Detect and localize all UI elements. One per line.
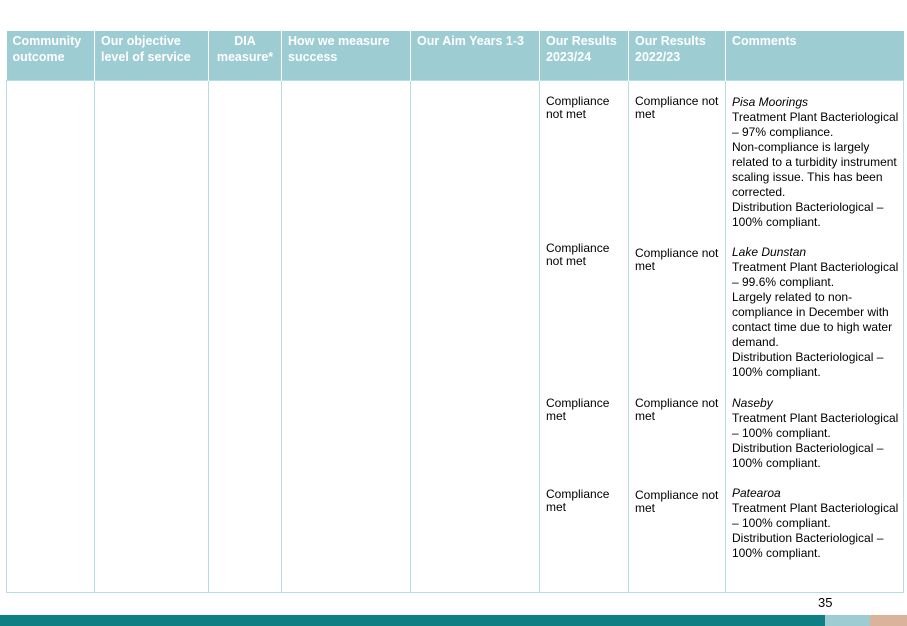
header-dia-measure: DIA measure*	[209, 31, 282, 81]
result-2223-patearoa: Compliance not met	[635, 488, 719, 515]
cell-results-2023-24	[540, 81, 629, 593]
footer-bar-tan-segment	[870, 615, 907, 626]
result-2324-patearoa: Compliance met	[546, 487, 610, 514]
comment-line: Distribution Bacteriological –	[732, 441, 884, 455]
comment-line: Largely related to non-	[732, 290, 853, 304]
comment-location: Pisa Moorings	[732, 95, 809, 109]
table-row	[7, 81, 904, 593]
header-objective: Our objective level of service	[95, 31, 209, 81]
comment-line: Treatment Plant Bacteriological	[732, 110, 899, 124]
comment-location: Patearoa	[732, 486, 781, 500]
cell-comments	[726, 81, 904, 593]
header-how-we-measure: How we measure success	[282, 31, 411, 81]
cell-results-2022-23	[629, 81, 726, 593]
comment-patearoa	[732, 486, 901, 561]
cell-our-aim	[411, 81, 540, 593]
footer-bar-light-segment	[825, 615, 870, 626]
page-number: 35	[818, 595, 833, 610]
comment-line: – 100% compliant.	[732, 426, 831, 440]
comment-line: demand.	[732, 335, 779, 349]
comment-line: corrected.	[732, 185, 786, 199]
header-community-outcome: Community outcome	[7, 31, 95, 81]
result-2324-lake-dunstan: Compliance not met	[546, 241, 610, 268]
cell-dia-measure	[209, 81, 282, 593]
comment-line: – 97% compliance.	[732, 125, 834, 139]
result-2324-naseby: Compliance met	[546, 396, 610, 423]
comment-line: Treatment Plant Bacteriological	[732, 501, 899, 515]
cell-objective	[95, 81, 209, 593]
comment-line: – 100% compliant.	[732, 516, 831, 530]
comment-pisa-moorings	[732, 95, 901, 230]
comment-line: Distribution Bacteriological –	[732, 200, 884, 214]
service-performance-table	[6, 31, 904, 593]
comment-line: Treatment Plant Bacteriological	[732, 411, 899, 425]
comment-line: 100% compliant.	[732, 215, 821, 229]
header-results-2023-24: Our Results 2023/24	[540, 31, 629, 81]
comment-line: Non-compliance is largely	[732, 140, 870, 154]
comment-line: scaling issue. This has been	[732, 170, 883, 184]
table-header-row	[7, 31, 904, 81]
comment-location: Naseby	[732, 396, 773, 410]
comment-line: contact time due to high water	[732, 320, 893, 334]
footer-bar-teal-segment	[0, 615, 825, 626]
comment-line: compliance in December with	[732, 305, 889, 319]
footer-bar	[0, 615, 907, 626]
header-our-aim: Our Aim Years 1-3	[411, 31, 540, 81]
comment-line: Treatment Plant Bacteriological	[732, 260, 899, 274]
result-2223-pisa-moorings: Compliance not met	[635, 94, 719, 121]
comment-lake-dunstan	[732, 245, 901, 380]
result-2324-pisa-moorings: Compliance not met	[546, 94, 610, 121]
comment-line: 100% compliant.	[732, 365, 821, 379]
result-2223-lake-dunstan: Compliance not met	[635, 246, 719, 273]
header-results-2022-23: Our Results 2022/23	[629, 31, 726, 81]
cell-how-we-measure	[282, 81, 411, 593]
comment-line: 100% compliant.	[732, 456, 821, 470]
comment-line: related to a turbidity instrument	[732, 155, 897, 169]
comment-line: Distribution Bacteriological –	[732, 531, 884, 545]
comment-location: Lake Dunstan	[732, 245, 807, 259]
comment-line: 100% compliant.	[732, 546, 821, 560]
header-comments: Comments	[726, 31, 904, 81]
cell-community-outcome	[7, 81, 95, 593]
comment-naseby	[732, 396, 901, 471]
comment-line: – 99.6% compliant.	[732, 275, 835, 289]
comment-line: Distribution Bacteriological –	[732, 350, 884, 364]
result-2223-naseby: Compliance not met	[635, 396, 719, 423]
